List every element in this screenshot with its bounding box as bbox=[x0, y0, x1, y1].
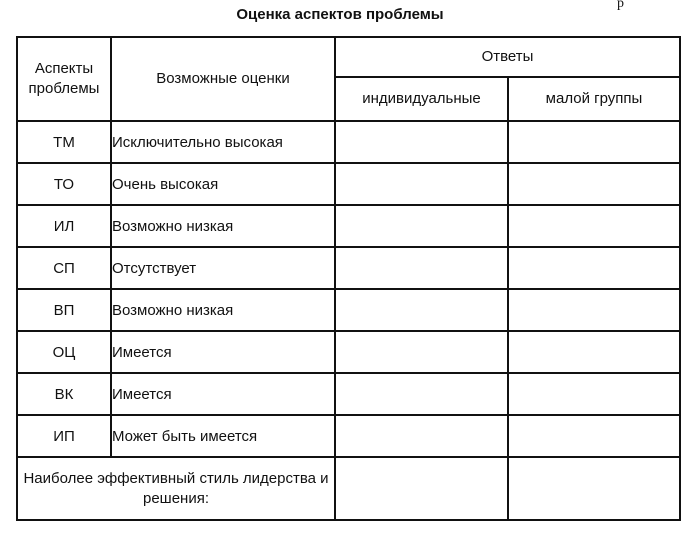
footer-row bbox=[17, 457, 680, 520]
table-row bbox=[17, 289, 680, 331]
assessment-cell: Исключительно высокая bbox=[111, 121, 335, 163]
page-title: Оценка аспектов проблемы bbox=[236, 6, 444, 23]
individual-answer-cell[interactable] bbox=[335, 331, 508, 373]
aspect-code: ИЛ bbox=[17, 205, 111, 247]
aspect-code: СП bbox=[17, 247, 111, 289]
individual-answer-cell[interactable] bbox=[335, 289, 508, 331]
group-answer-cell[interactable] bbox=[508, 121, 680, 163]
assessment-cell: Очень высокая bbox=[111, 163, 335, 205]
aspect-code: ИП bbox=[17, 415, 111, 457]
individual-style-cell[interactable] bbox=[335, 457, 508, 520]
individual-answer-cell[interactable] bbox=[335, 415, 508, 457]
group-answer-cell[interactable] bbox=[508, 373, 680, 415]
table-row bbox=[17, 205, 680, 247]
table-row bbox=[17, 415, 680, 457]
individual-answer-cell[interactable] bbox=[335, 205, 508, 247]
aspect-code: ТМ bbox=[17, 121, 111, 163]
header-aspects: Аспекты проблемы bbox=[17, 37, 111, 121]
page-mark: р bbox=[617, 0, 624, 11]
aspect-code: ВК bbox=[17, 373, 111, 415]
aspect-code: ОЦ bbox=[17, 331, 111, 373]
group-answer-cell[interactable] bbox=[508, 205, 680, 247]
group-answer-cell[interactable] bbox=[508, 331, 680, 373]
assessment-cell: Имеется bbox=[111, 331, 335, 373]
assessment-cell: Возможно низкая bbox=[111, 289, 335, 331]
group-answer-cell[interactable] bbox=[508, 163, 680, 205]
individual-answer-cell[interactable] bbox=[335, 121, 508, 163]
aspect-code: ВП bbox=[17, 289, 111, 331]
table-row bbox=[17, 121, 680, 163]
group-answer-cell[interactable] bbox=[508, 289, 680, 331]
group-style-cell[interactable] bbox=[508, 457, 680, 520]
header-individual: индивидуальные bbox=[335, 77, 508, 121]
table-row bbox=[17, 247, 680, 289]
group-answer-cell[interactable] bbox=[508, 247, 680, 289]
aspects-table bbox=[16, 36, 681, 521]
assessment-cell: Отсутствует bbox=[111, 247, 335, 289]
individual-answer-cell[interactable] bbox=[335, 373, 508, 415]
header-group: малой группы bbox=[508, 77, 680, 121]
assessment-cell: Может быть имеется bbox=[111, 415, 335, 457]
table-row bbox=[17, 373, 680, 415]
header-answers: Ответы bbox=[335, 37, 680, 77]
individual-answer-cell[interactable] bbox=[335, 163, 508, 205]
header-assessments: Возможные оценки bbox=[111, 37, 335, 121]
table-row bbox=[17, 163, 680, 205]
assessment-cell: Возможно низкая bbox=[111, 205, 335, 247]
table-row bbox=[17, 331, 680, 373]
leadership-style-label: Наиболее эффективный стиль лидерства и решения: bbox=[17, 457, 335, 520]
individual-answer-cell[interactable] bbox=[335, 247, 508, 289]
group-answer-cell[interactable] bbox=[508, 415, 680, 457]
aspect-code: ТО bbox=[17, 163, 111, 205]
assessment-cell: Имеется bbox=[111, 373, 335, 415]
